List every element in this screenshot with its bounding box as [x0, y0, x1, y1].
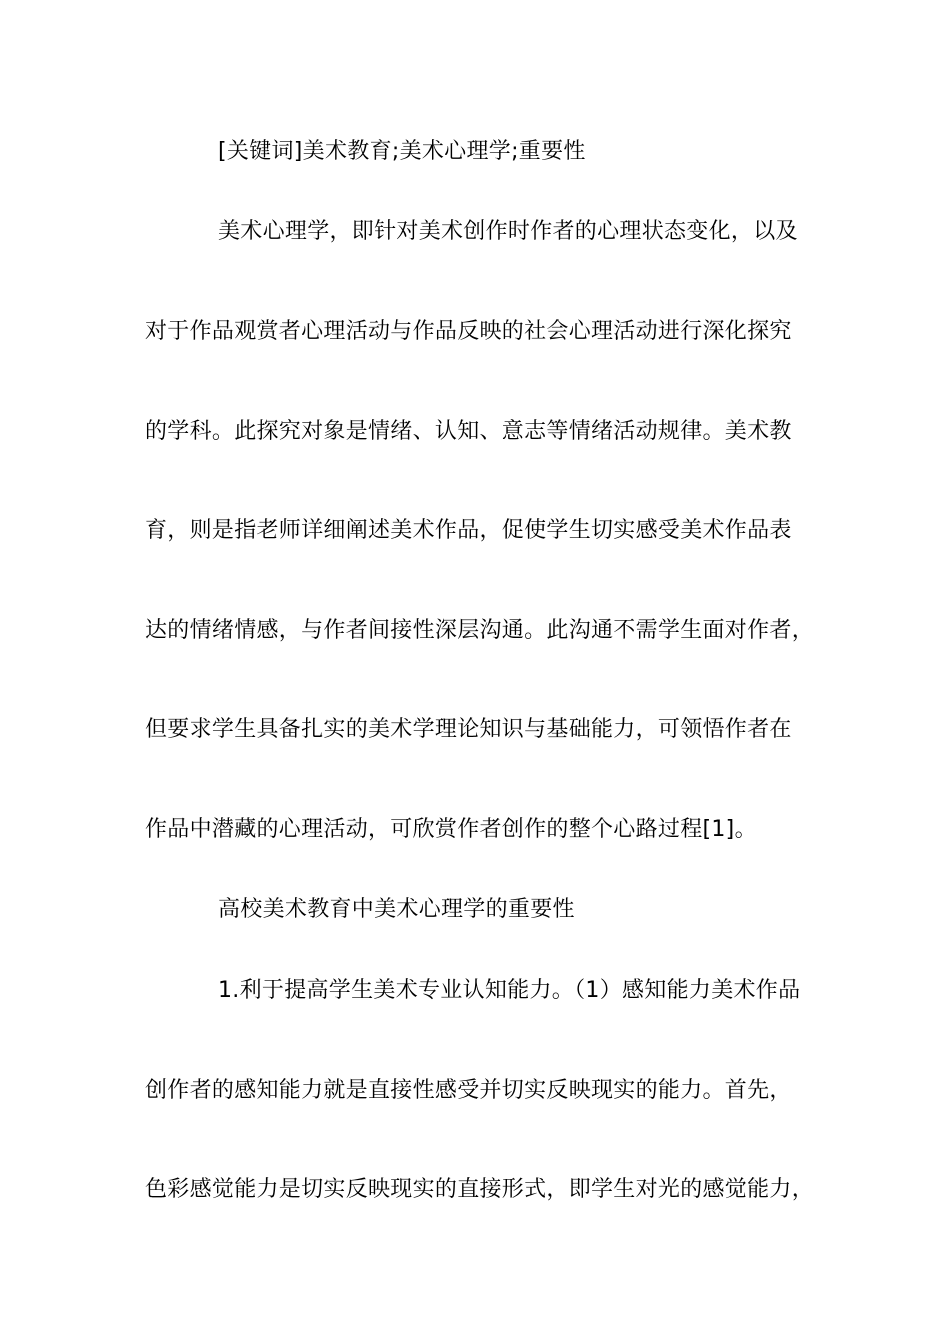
paragraph-1-line-1: 美术心理学，即针对美术创作时作者的心理状态变化，以及	[218, 219, 798, 244]
section-heading: 高校美术教育中美术心理学的重要性	[218, 897, 575, 922]
paragraph-1-line-6: 但要求学生具备扎实的美术学理论知识与基础能力，可领悟作者在	[145, 717, 792, 742]
paragraph-2-line-1: 1.利于提高学生美术专业认知能力。（1）感知能力美术作品	[218, 978, 801, 1003]
keywords-line: [关键词]美术教育;美术心理学;重要性	[218, 139, 586, 164]
paragraph-1-line-5: 达的情绪情感，与作者间接性深层沟通。此沟通不需学生面对作者，	[145, 618, 815, 643]
paragraph-2-line-2: 创作者的感知能力就是直接性感受并切实反映现实的能力。首先，	[145, 1078, 792, 1103]
paragraph-1-line-7: 作品中潜藏的心理活动，可欣赏作者创作的整个心路过程[1]。	[145, 817, 757, 842]
paragraph-1-line-3: 的学科。此探究对象是情绪、认知、意志等情绪活动规律。美术教	[145, 419, 792, 444]
paragraph-1-line-4: 育，则是指老师详细阐述美术作品，促使学生切实感受美术作品表	[145, 518, 792, 543]
paragraph-1-line-2: 对于作品观赏者心理活动与作品反映的社会心理活动进行深化探究	[145, 319, 792, 344]
paragraph-2-line-3: 色彩感觉能力是切实反映现实的直接形式，即学生对光的感觉能力，	[145, 1177, 815, 1202]
